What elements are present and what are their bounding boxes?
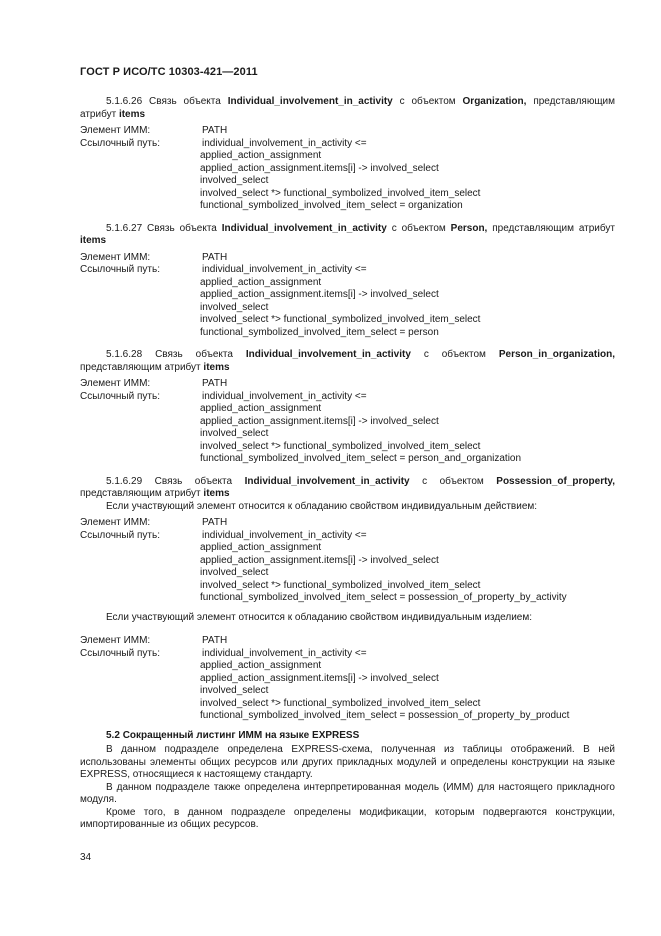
path-line: functional_symbolized_involved_item_select = possession_of_property_by_activity — [200, 592, 567, 603]
entity-name: Individual_involvement_in_activity — [245, 349, 411, 360]
section-title: Сокращенный листинг ИММ на языке EXPRESS — [122, 729, 360, 741]
mapping-path-row — [80, 391, 615, 466]
clause-5-1-6-26: 5.1.6.26 Связь объекта Individual_involvement_in_activity с объектом Organization, представляющим атрибут items — [80, 96, 616, 120]
path-lines — [200, 264, 615, 339]
case-note-product: Если участвующий элемент относится к обладанию свойством индивидуальным изделием: — [106, 611, 533, 623]
document-header: ГОСТ Р ИСО/ТС 10303-421—2011 — [80, 66, 258, 78]
path-lines — [200, 530, 615, 605]
path-keyword: PATH — [202, 251, 228, 263]
path-line: involved_select *> functional_symbolized_involved_item_select — [200, 314, 481, 325]
path-line: involved_select *> functional_symbolized_involved_item_select — [200, 697, 481, 709]
path-line: applied_action_assignment — [200, 276, 322, 288]
mapping-element-row — [80, 517, 615, 530]
mapping-element-row — [80, 125, 615, 138]
mapping-element-row — [80, 378, 615, 391]
path-line: applied_action_assignment.items[i] -> involved_select — [200, 415, 439, 427]
mapping-path-row — [80, 648, 615, 723]
path-line: involved_select *> functional_symbolized_involved_item_select — [200, 579, 481, 591]
entity-name: Individual_involvement_in_activity — [244, 475, 410, 487]
entity-name: Individual_involvement_in_activity — [227, 96, 393, 107]
path-line: functional_symbolized_involved_item_select = person_and_organization — [200, 453, 522, 464]
mapping-path-row — [80, 138, 615, 213]
path-line: individual_involvement_in_activity <= — [202, 529, 367, 541]
path-line: individual_involvement_in_activity <= — [202, 264, 367, 275]
path-line: individual_involvement_in_activity <= — [202, 390, 367, 402]
body-paragraph: В данном подразделе также определена интерпретированная модель (ИММ) для настоящего прикладного модуля. — [80, 781, 615, 805]
path-label: Ссылочный путь: — [80, 529, 160, 541]
path-keyword: PATH — [202, 517, 228, 528]
element-label: Элемент ИММ: — [80, 635, 151, 646]
path-label: Ссылочный путь: — [80, 264, 160, 275]
mapping-path-row — [80, 264, 615, 339]
path-line: applied_action_assignment.items[i] -> involved_select — [200, 289, 439, 300]
attribute-name: items — [80, 235, 107, 246]
path-line: functional_symbolized_involved_item_select = possession_of_property_by_product — [200, 710, 570, 721]
path-lines — [200, 138, 615, 213]
path-line: involved_select — [200, 567, 269, 578]
path-line: applied_action_assignment — [200, 403, 322, 414]
path-line: involved_select — [200, 428, 269, 439]
path-line: applied_action_assignment.items[i] -> involved_select — [200, 672, 439, 684]
attribute-name: items — [203, 488, 230, 499]
path-line: applied_action_assignment — [200, 660, 322, 671]
clause-5-1-6-28: 5.1.6.28 Связь объекта Individual_involvement_in_activity с объектом Person_in_organization, представляющим атрибут items — [80, 349, 615, 373]
target-entity: Possession_of_property, — [496, 475, 616, 487]
path-lines — [200, 391, 615, 466]
section-heading — [80, 730, 615, 743]
page-content — [80, 96, 615, 832]
path-line: involved_select — [200, 175, 269, 186]
clause-5-1-6-29: 5.1.6.29 Связь объекта Individual_involvement_in_activity с объектом Possession_of_property, представляющим атрибут items — [80, 475, 616, 499]
mapping-element-row — [80, 635, 615, 648]
path-line: applied_action_assignment.items[i] -> involved_select — [200, 162, 439, 174]
path-keyword: PATH — [202, 635, 228, 646]
path-line: applied_action_assignment — [200, 150, 322, 161]
clause-number: 5.1.6.26 — [106, 96, 143, 107]
entity-name: Individual_involvement_in_activity — [221, 222, 387, 234]
element-label: Элемент ИММ: — [80, 125, 151, 136]
mapping-element-row — [80, 252, 615, 265]
target-entity: Person, — [450, 222, 488, 234]
element-label: Элемент ИММ: — [80, 517, 151, 528]
clause-number: 5.1.6.28 — [106, 349, 143, 360]
target-entity: Person_in_organization, — [498, 349, 615, 360]
path-line: applied_action_assignment — [200, 542, 322, 553]
mapping-path-row — [80, 530, 615, 605]
body-paragraph: Кроме того, в данном подразделе определены модификации, которым подвергаются конструкции, импортированные из общих ресурсов. — [80, 806, 615, 830]
path-line: involved_select — [200, 685, 269, 696]
clause-number: 5.1.6.27 — [106, 222, 143, 234]
attribute-name: items — [118, 108, 146, 120]
path-line: applied_action_assignment.items[i] -> involved_select — [200, 554, 439, 566]
element-label: Элемент ИММ: — [80, 251, 151, 263]
path-line: individual_involvement_in_activity <= — [202, 647, 367, 659]
page-number: 34 — [80, 852, 92, 863]
path-line: functional_symbolized_involved_item_select = person — [200, 326, 439, 338]
path-line: involved_select *> functional_symbolized_involved_item_select — [200, 187, 481, 199]
path-line: involved_select *> functional_symbolized_involved_item_select — [200, 440, 481, 452]
element-label: Элемент ИММ: — [80, 378, 151, 389]
attribute-name: items — [203, 361, 230, 373]
path-label: Ссылочный путь: — [80, 137, 160, 149]
path-keyword: PATH — [202, 125, 228, 136]
path-line: functional_symbolized_involved_item_select = organization — [200, 200, 463, 211]
clause-number: 5.1.6.29 — [106, 475, 143, 487]
path-label: Ссылочный путь: — [80, 647, 160, 659]
path-keyword: PATH — [202, 378, 228, 389]
path-lines — [200, 648, 615, 723]
body-paragraph: В данном подразделе определена EXPRESS-схема, полученная из таблицы отображений. В ней использованы элементы общих ресурсов или других прикладных модулей и определены конструкции на языке EXPRESS, относящиеся к настоящему стандарту. — [80, 744, 615, 780]
path-line: individual_involvement_in_activity <= — [202, 137, 367, 149]
path-label: Ссылочный путь: — [80, 390, 160, 402]
path-line: involved_select — [200, 301, 269, 313]
target-entity: Organization, — [462, 96, 527, 107]
clause-5-1-6-27: 5.1.6.27 Связь объекта Individual_involvement_in_activity с объектом Person, представляющим атрибут items — [80, 222, 615, 246]
case-note-activity: Если участвующий элемент относится к обладанию свойством индивидуальным действием: — [106, 500, 538, 512]
section-number: 5.2 — [106, 729, 120, 741]
